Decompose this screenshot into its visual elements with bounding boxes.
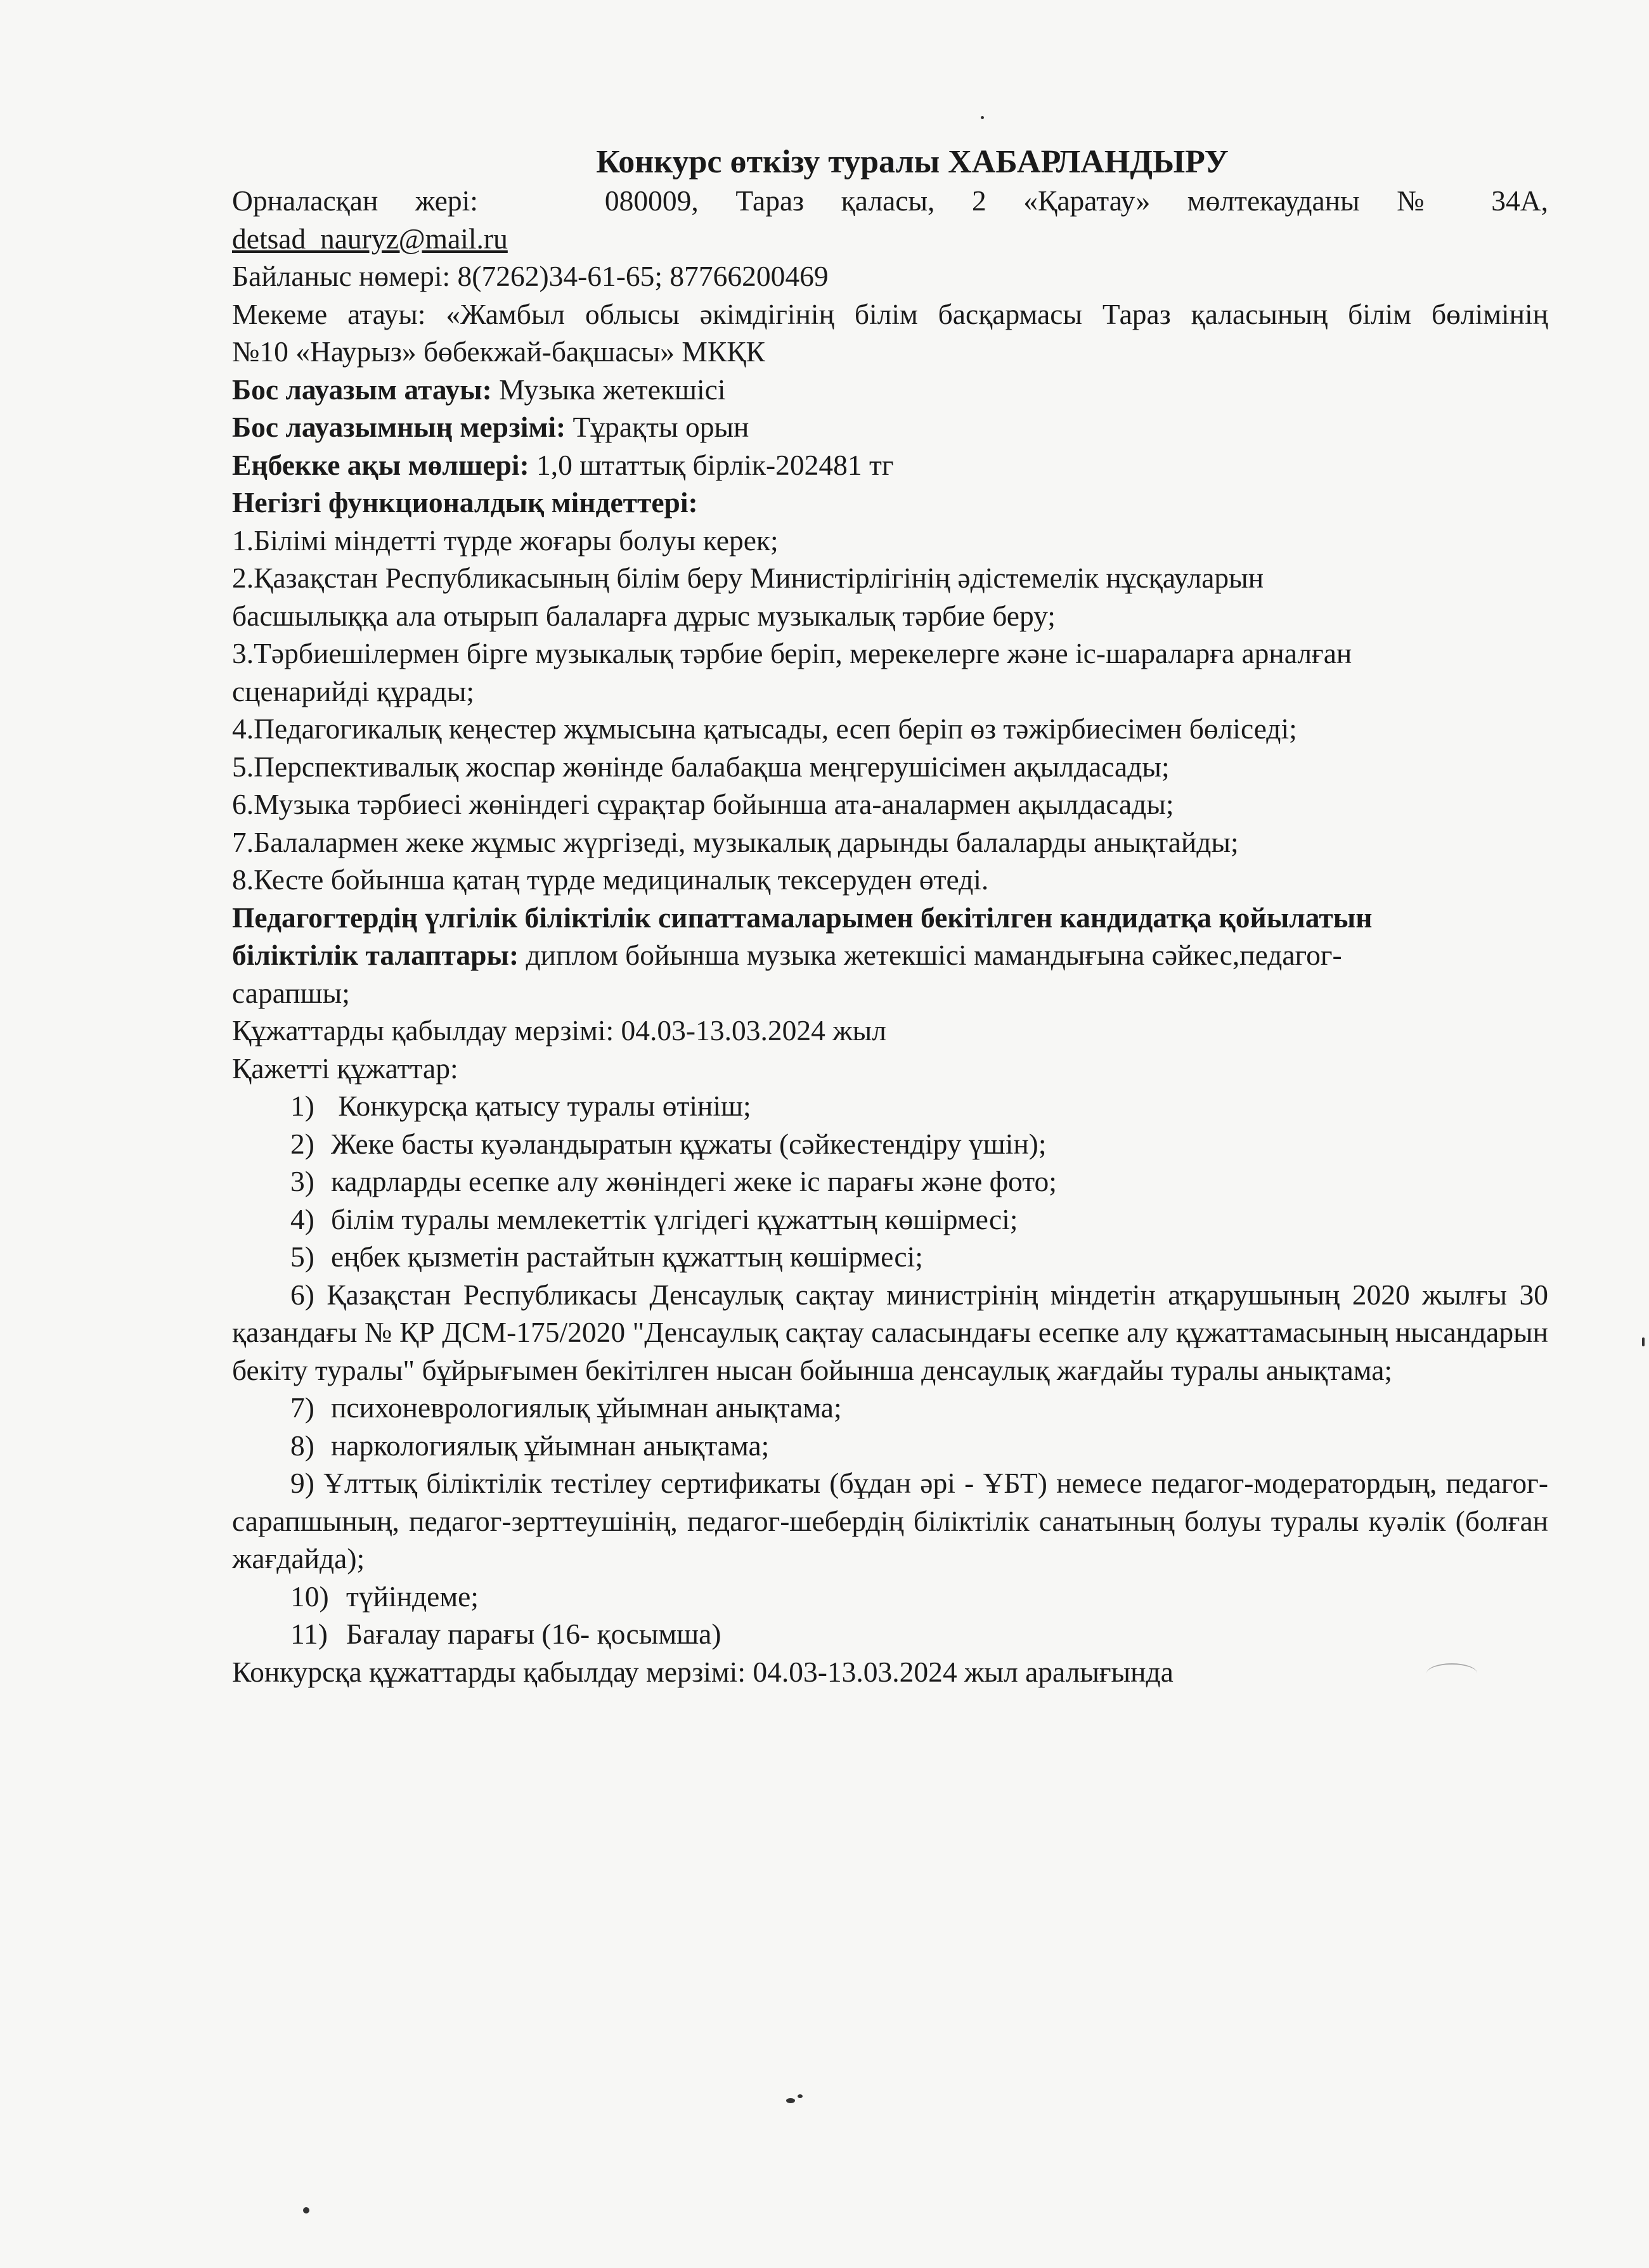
item-number: 2) <box>290 1127 314 1160</box>
scan-speck <box>981 116 984 119</box>
item-number: 5) <box>290 1240 314 1273</box>
qualification-value-line-2: диплом бойынша музыка жетекшісі мамандығына сәйкес,педагог- <box>519 939 1342 971</box>
scan-speck <box>798 2094 803 2098</box>
item-text: кадрларды есепке алу жөніндегі жеке іс парағы және фото; <box>331 1165 1057 1197</box>
duty-line: 8.Кесте бойынша қатаң түрде медициналық тексеруден өтеді. <box>232 863 989 896</box>
term-line <box>232 408 1548 446</box>
item-text: 6) Қазақстан Республикасы Денсаулық сақтау министрінің міндетін атқарушының 2020 жылғы 30 қазандағы № ҚР ДСМ-175/2020 "Денсаулық сақтау саласындағы есепке алу құжаттамасының нысандарын бекіту туралы" бұйрығымен бекітілген нысан бойынша денсаулық жағдайы туралы анықтама; <box>232 1278 1548 1386</box>
item-text: Жеке басты куәландыратын құжаты (сәйкестендіру үшін); <box>331 1127 1047 1160</box>
item-text: психоневрологиялық ұйымнан анықтама; <box>331 1391 842 1424</box>
required-docs-heading: Қажетті құжаттар: <box>232 1052 458 1085</box>
location-value: 080009, Тараз қаласы, 2 «Қаратау» мөлтекауданы № 34А, <box>604 184 1548 217</box>
required-doc-item <box>232 1427 1548 1465</box>
item-number: 11) <box>290 1618 328 1650</box>
salary-line <box>232 446 1548 484</box>
duty-line: 2.Қазақстан Республикасының білім беру Министірлігінің әдістемелік нұсқауларын <box>232 562 1264 594</box>
term-value: Тұрақты орын <box>566 411 749 443</box>
item-number: 1) <box>290 1090 314 1122</box>
qualification-value-line-3: сарапшы; <box>232 976 350 1009</box>
duty-line: 1.Білімі міндетті түрде жоғары болуы керек; <box>232 524 779 557</box>
term-label: Бос лауазымның мерзімі: <box>232 411 566 443</box>
item-number: 8) <box>290 1429 314 1462</box>
scan-speck <box>1642 1337 1645 1346</box>
document-page <box>232 143 1548 1691</box>
salary-value: 1,0 штаттық бірлік-202481 тг <box>529 448 894 481</box>
item-text: еңбек қызметін растайтын құжаттың көшірмесі; <box>331 1240 923 1273</box>
vacancy-value: Музыка жетекшісі <box>491 373 726 406</box>
closing-line: Конкурсқа құжаттарды қабылдау мерзімі: 04.03-13.03.2024 жыл аралығында <box>232 1655 1174 1688</box>
scan-mark <box>1426 1663 1477 1684</box>
required-doc-item <box>232 1087 1548 1125</box>
phone-line: Байланыс нөмері: 8(7262)34-61-65; 87766200469 <box>232 260 829 292</box>
required-doc-item <box>232 1615 1548 1653</box>
item-number: 4) <box>290 1202 314 1235</box>
document-title: Конкурс өткізу туралы ХАБАРЛАНДЫРУ <box>596 144 1229 180</box>
item-text: білім туралы мемлекеттік үлгідегі құжаттың көшірмесі; <box>331 1202 1018 1235</box>
item-text: наркологиялық ұйымнан анықтама; <box>331 1429 770 1462</box>
vacancy-label: Бос лауазым атауы: <box>232 373 492 406</box>
duty-line: 7.Балалармен жеке жұмыс жүргізеді, музыкалық дарынды балаларды анықтайды; <box>232 825 1239 858</box>
required-doc-item <box>232 1238 1548 1276</box>
location-label: Орналасқан жері: <box>232 184 478 217</box>
duty-line: 5.Перспективалық жоспар жөнінде балабақша меңгерушісімен ақылдасады; <box>232 750 1170 783</box>
required-doc-item <box>232 1125 1548 1163</box>
scan-speck <box>786 2098 795 2103</box>
item-text: Конкурсқа қатысу туралы өтініш; <box>331 1090 751 1122</box>
item-text: Бағалау парағы (16- қосымша) <box>346 1618 721 1650</box>
duties-heading: Негізгі функционалдық міндеттері: <box>232 486 698 519</box>
duty-line: 6.Музыка тәрбиесі жөніндегі сұрақтар бойынша ата-аналармен ақылдасады; <box>232 788 1174 820</box>
required-doc-item <box>232 1163 1548 1201</box>
email-link[interactable]: detsad_nauryz@mail.ru <box>232 222 508 255</box>
item-number: 10) <box>290 1580 329 1613</box>
required-doc-item-6 <box>232 1276 1548 1389</box>
qualification-line-2 <box>232 936 1548 974</box>
scan-speck <box>303 2207 309 2213</box>
salary-label: Еңбекке ақы мөлшері: <box>232 448 529 481</box>
required-doc-item <box>232 1201 1548 1239</box>
vacancy-line <box>232 371 1548 409</box>
item-number: 3) <box>290 1165 314 1197</box>
required-doc-item <box>232 1578 1548 1616</box>
item-number: 7) <box>290 1391 314 1424</box>
duty-line: басшылыққа ала отырып балаларға дұрыс музыкалық тәрбие беру; <box>232 599 1056 632</box>
location-line <box>232 182 1548 220</box>
org-line-2: №10 «Наурыз» бөбекжай-бақшасы» МКҚК <box>232 335 765 368</box>
duty-line: 3.Тәрбиешілермен бірге музыкалық тәрбие беріп, мерекелерге және іс-шараларға арналған <box>232 637 1352 669</box>
deadline-line: Құжаттарды қабылдау мерзімі: 04.03-13.03.2024 жыл <box>232 1014 886 1047</box>
qualification-label-line-1: Педагогтердің үлгілік біліктілік сипаттамаларымен бекітілген кандидатқа қойылатын <box>232 901 1373 934</box>
org-line-1: Мекеме атауы: «Жамбыл облысы әкімдігінің білім басқармасы Тараз қаласының білім бөлімінің <box>232 297 1548 330</box>
email-line <box>232 220 1548 258</box>
required-doc-item-9 <box>232 1464 1548 1578</box>
required-doc-item <box>232 1389 1548 1427</box>
item-text: түйіндеме; <box>346 1580 479 1613</box>
item-text: 9) Ұлттық біліктілік тестілеу сертификаты (бұдан әрі - ҰБТ) немесе педагог-модератордың, педагог-сарапшының, педагог-зерттеушінің, педагог-шебердің біліктілік санатының болуы туралы куәлік (болған жағдайда); <box>232 1467 1548 1575</box>
qualification-label-line-2: біліктілік талаптары: <box>232 939 519 971</box>
duty-line: сценарийді құрады; <box>232 674 475 707</box>
duty-line: 4.Педагогикалық кеңестер жұмысына қатысады, есеп беріп өз тәжірбиесімен бөліседі; <box>232 712 1297 745</box>
